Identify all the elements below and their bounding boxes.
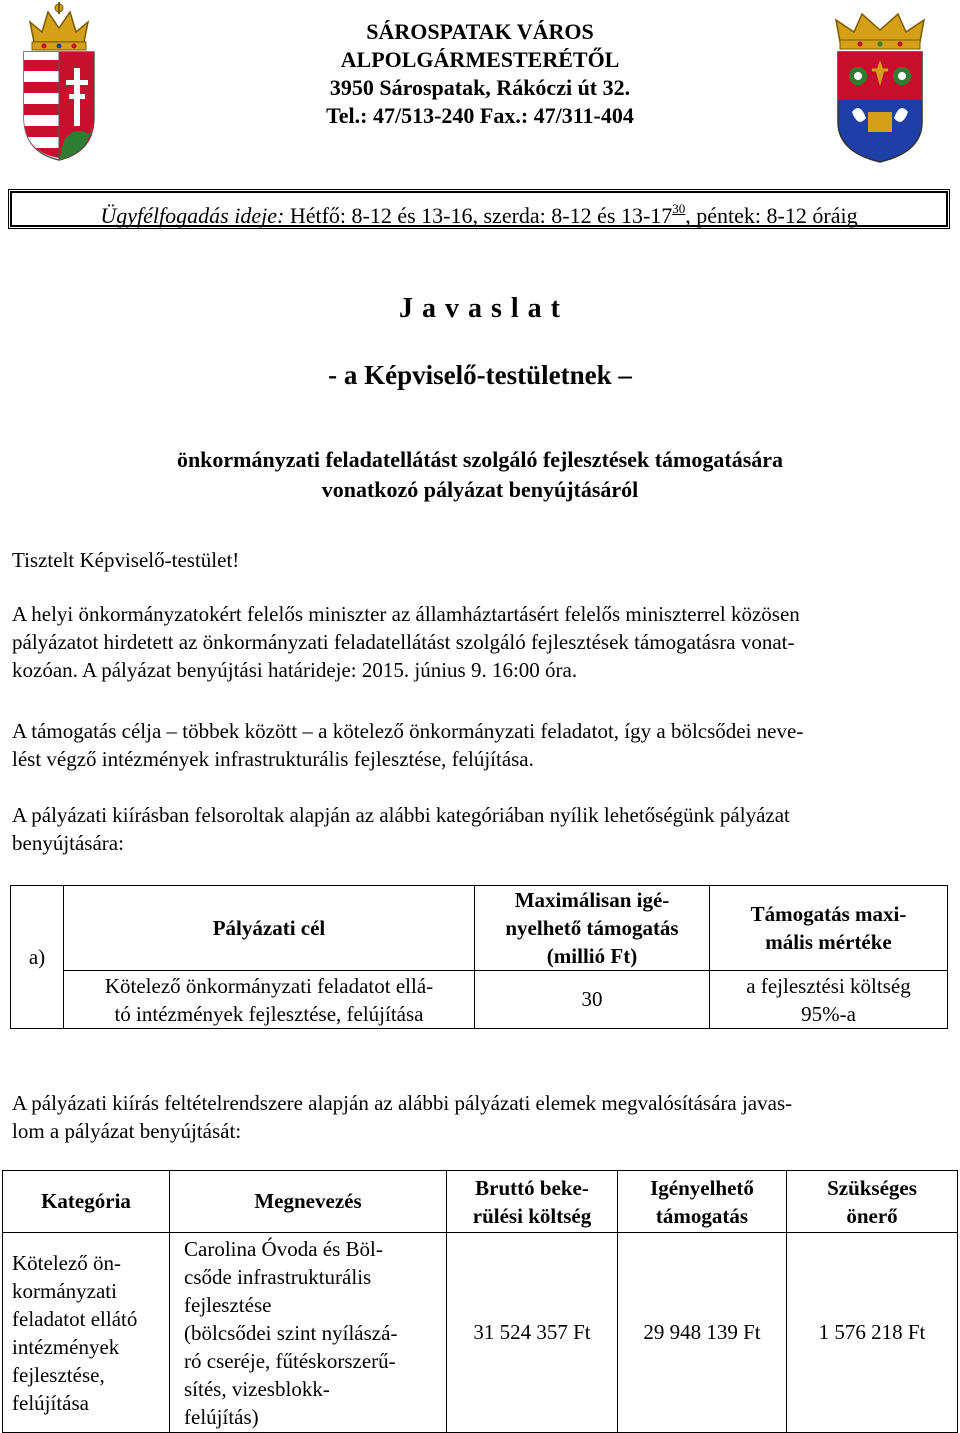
header-gross-cost — [447, 1171, 618, 1233]
category-cell — [3, 1233, 170, 1433]
office-hours-label: Ügyfélfogadás ideje: — [100, 203, 285, 228]
paragraph-2 — [12, 717, 948, 773]
gross-cost-cell — [447, 1233, 618, 1433]
cell-text: (bölcsődei szint nyílászá- — [184, 1320, 398, 1345]
paragraph-line: lom a pályázat benyújtását: — [12, 1119, 242, 1143]
header-category — [3, 1171, 170, 1233]
office-name: ALPOLGÁRMESTERÉTŐL — [340, 47, 620, 72]
paragraph-1 — [12, 600, 948, 684]
project-elements-table — [2, 1170, 958, 1433]
header-text: támogatás — [655, 1203, 749, 1228]
header-max-support — [475, 886, 710, 971]
office-hours-minutes: 30 — [672, 201, 686, 216]
cell-text: fejlesztése — [184, 1292, 272, 1317]
paragraph-3 — [12, 801, 948, 857]
document-addressee: - a Képviselő-testületnek – — [328, 360, 632, 390]
paragraph-line: A támogatás célja – többek között – a kötelező önkormányzati feladatot, így a bölcsődei neve- — [12, 719, 804, 743]
support-cell — [618, 1233, 787, 1433]
hungarian-coat-of-arms-icon — [20, 2, 98, 162]
header-text: (millió Ft) — [546, 944, 638, 968]
salutation: Tisztelt Képviselő-testület! — [12, 548, 240, 572]
goal-cell — [64, 971, 475, 1029]
header-text: Kategória — [41, 1189, 131, 1213]
header-support — [618, 1171, 787, 1233]
subject-line-1: önkormányzati feladatellátást szolgáló fejlesztések támogatására — [176, 447, 784, 472]
cell-text: felújítása — [12, 1390, 89, 1415]
header-text: önerő — [846, 1203, 898, 1228]
header-goal-text: Pályázati cél — [212, 915, 326, 940]
paragraph-line: A pályázati kiírás feltételrendszere alapján az alábbi pályázati elemek megvalósítására javas- — [12, 1091, 793, 1115]
cell-text: feladatot ellátó — [12, 1306, 138, 1331]
cell-text: sítés, vizesblokk- — [184, 1376, 330, 1401]
cell-text: 30 — [581, 987, 603, 1011]
header-text: Megnevezés — [254, 1189, 362, 1213]
header-goal — [64, 886, 475, 971]
subject-line-2: vonatkozó pályázat benyújtásáról — [321, 477, 639, 502]
header-text: mális mértéke — [765, 930, 892, 954]
sarospatak-coat-of-arms-icon — [832, 12, 928, 164]
office-hours — [10, 191, 948, 227]
cell-text: 1 576 218 Ft — [818, 1320, 926, 1344]
office-hours-friday: , péntek: 8-12 óráig — [685, 203, 858, 228]
cell-text: kormányzati — [12, 1278, 117, 1303]
document-title: J a v a s l a t — [399, 293, 561, 324]
cell-text: 95%-a — [801, 1001, 856, 1026]
header-text: Maximálisan igé- — [514, 888, 670, 912]
cell-text: Kötelező önkormányzati feladatot ellá- — [104, 973, 434, 998]
cell-text: 31 524 357 Ft — [473, 1320, 591, 1344]
letterhead — [170, 18, 790, 130]
header-text: Támogatás maxi- — [750, 902, 907, 926]
contact: Tel.: 47/513-240 Fax.: 47/311-404 — [326, 103, 634, 128]
cell-text: fejlesztése, — [12, 1362, 105, 1387]
cell-text: felújítás) — [184, 1404, 259, 1429]
cell-text: 29 948 139 Ft — [643, 1320, 761, 1344]
header-text: Bruttó beke- — [475, 1175, 589, 1200]
row-label: a) — [28, 944, 46, 969]
cell-text: tó intézmények fejlesztése, felújítása — [114, 1001, 424, 1026]
paragraph-line: kozóan. A pályázat benyújtási határideje: 2015. június 9. 16:00 óra. — [12, 658, 578, 682]
header-text: nyelhető támogatás — [505, 916, 679, 940]
cell-text: intézmények — [12, 1334, 120, 1359]
paragraph-line: lést végző intézmények infrastrukturális fejlesztése, felújítása. — [12, 747, 534, 771]
paragraph-line: pályázatot hirdetett az önkormányzati feladatellátást szolgáló fejlesztések támogatásra vonat- — [12, 630, 795, 654]
cell-text: a fejlesztési költség — [746, 973, 911, 998]
header-text: rülési költség — [472, 1203, 592, 1228]
paragraph-4 — [12, 1089, 948, 1145]
own-contribution-cell — [787, 1233, 958, 1433]
paragraph-line: A helyi önkormányzatokért felelős miniszter az államháztartásért felelős miniszterrel közösen — [12, 602, 800, 626]
header-text: Szükséges — [827, 1175, 917, 1200]
funding-category-table — [10, 885, 948, 1029]
header-name — [170, 1171, 447, 1233]
cell-text: Kötelező ön- — [12, 1250, 122, 1275]
cell-text: Carolina Óvoda és Böl- — [184, 1236, 383, 1261]
header-max-rate — [710, 886, 948, 971]
max-rate-cell — [710, 971, 948, 1029]
max-support-cell — [475, 971, 710, 1029]
office-hours-days: Hétfő: 8-12 és 13-16, szerda: 8-12 és 13-17 — [284, 203, 673, 228]
cell-text: ró cseréje, fűtéskorszerű- — [184, 1348, 396, 1373]
city-name: SÁROSPATAK VÁROS — [366, 19, 594, 44]
address: 3950 Sárospatak, Rákóczi út 32. — [329, 75, 631, 100]
header-own-contribution — [787, 1171, 958, 1233]
header-text: Igényelhető — [650, 1175, 754, 1200]
paragraph-line: benyújtására: — [12, 831, 124, 855]
paragraph-line: A pályázati kiírásban felsoroltak alapján az alábbi kategóriában nyílik lehetőségünk pályázat — [12, 803, 790, 827]
row-label-cell — [11, 886, 64, 1029]
cell-text: csőde infrastrukturális — [184, 1264, 372, 1289]
name-cell — [170, 1233, 447, 1433]
